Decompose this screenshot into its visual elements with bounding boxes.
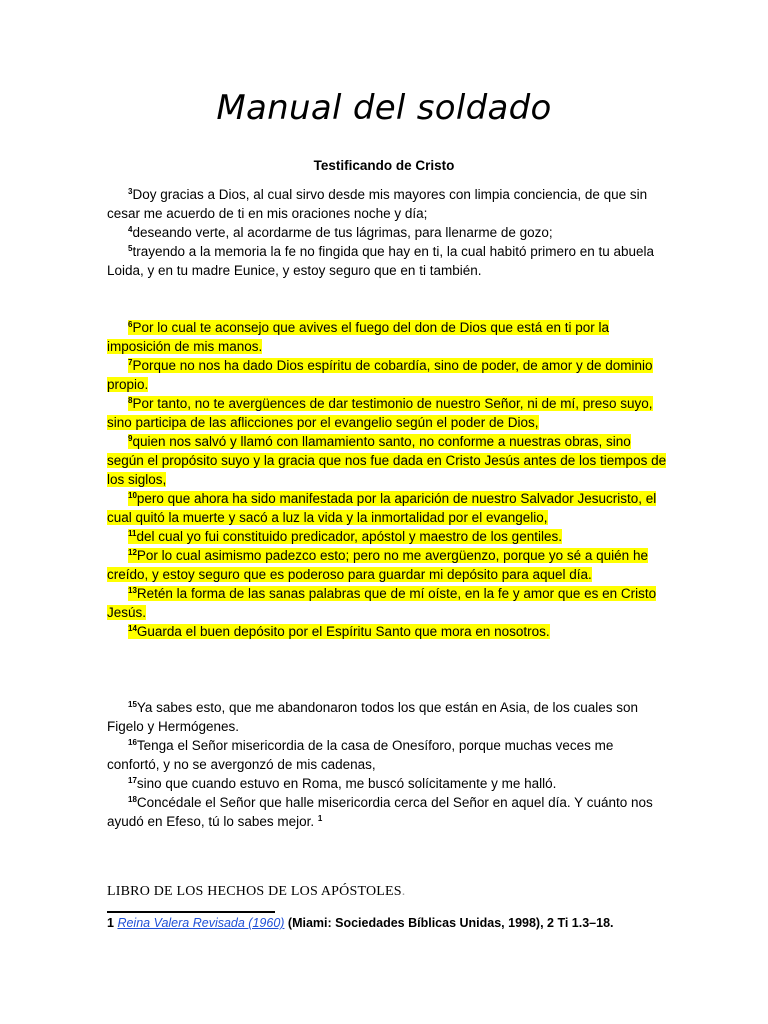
verse-number: 3 — [128, 187, 133, 196]
section-heading — [107, 884, 405, 900]
verse-text-wrap — [107, 548, 648, 582]
footnote-separator — [107, 911, 275, 913]
footnote-source-link[interactable]: Reina Valera Revisada (1960) — [117, 916, 285, 930]
verse-text: Porque no nos ha dado Dios espíritu de cobardía, sino de poder, de amor y de dominio propio. — [107, 358, 653, 392]
verse-text-wrap — [107, 244, 654, 278]
verse-number: 8 — [128, 396, 133, 405]
verse-text: Retén la forma de las sanas palabras que de mí oíste, en la fe y amor que es en Cristo Jesús. — [107, 586, 657, 620]
verse-number: 16 — [128, 738, 137, 747]
verse-text: Concédale el Señor que halle misericordia cerca del Señor en aquel día. Y cuánto nos ayudó en Efeso, tú lo sabes mejor. — [107, 795, 653, 829]
verse-paragraph — [107, 394, 667, 432]
verse-text-wrap — [128, 624, 550, 639]
verse-text-wrap — [107, 187, 647, 221]
verse-paragraph — [107, 242, 667, 280]
verse-text: quien nos salvó y llamó con llamamiento santo, no conforme a nuestras obras, sino según el propósito suyo y la gracia que nos fue dada en Cristo Jesús antes de los tiempos de los siglos, — [107, 434, 667, 487]
document-subtitle: Testificando de Cristo — [313, 158, 455, 173]
verse-number: 7 — [128, 358, 133, 367]
footnote-reference[interactable]: 1 — [317, 814, 323, 823]
verse-text: trayendo a la memoria la fe no fingida que hay en ti, la cual habitó primero en tu abuela Loida, y en tu madre Eunice, y estoy seguro que en ti también. — [107, 244, 655, 278]
verse-paragraph — [107, 318, 667, 356]
verse-text: Por lo cual asimismo padezco esto; pero no me avergüenzo, porque yo sé a quién he creído, y estoy seguro que es poderoso para guardar mi depósito para aquel día. — [107, 548, 648, 582]
verse-paragraph — [107, 185, 667, 223]
verse-number: 17 — [128, 776, 137, 785]
verse-paragraph — [107, 793, 667, 831]
verse-text-wrap — [107, 700, 638, 734]
verse-text: Por lo cual te aconsejo que avives el fuego del don de Dios que está en ti por la imposición de mis manos. — [107, 320, 610, 354]
verse-paragraph — [107, 584, 667, 622]
verse-text: Ya sabes esto, que me abandonaron todos los que están en Asia, de los cuales son Figelo y Hermógenes. — [107, 700, 639, 734]
verse-text: deseando verte, al acordarme de tus lágrimas, para llenarme de gozo; — [132, 225, 553, 240]
verse-number: 13 — [128, 586, 137, 595]
footnote-number: 1 — [107, 916, 114, 930]
verse-number: 4 — [128, 225, 133, 234]
verse-number: 9 — [128, 434, 133, 443]
verse-paragraph — [107, 546, 667, 584]
verse-number: 15 — [128, 700, 137, 709]
verse-number: 5 — [128, 244, 133, 253]
footnote — [107, 916, 614, 930]
verse-paragraph — [107, 432, 667, 489]
verse-number: 6 — [128, 320, 133, 329]
verse-paragraph — [107, 527, 667, 546]
verse-text: Tenga el Señor misericordia de la casa de Onesíforo, porque muchas veces me confortó, y no se avergonzó de mis cadenas, — [107, 738, 614, 772]
verse-paragraph — [107, 223, 667, 242]
verse-text: Doy gracias a Dios, al cual sirvo desde mis mayores con limpia conciencia, de que sin cesar me acuerdo de ti en mis oraciones noche y día; — [107, 187, 648, 221]
verse-text-wrap — [107, 358, 653, 392]
section-heading-dot: . — [401, 884, 406, 899]
verse-text-wrap — [128, 776, 556, 791]
verse-number: 18 — [128, 795, 137, 804]
verse-paragraph — [107, 736, 667, 774]
verse-paragraph — [107, 489, 667, 527]
verse-text-wrap — [107, 491, 656, 525]
verse-text-wrap — [107, 795, 653, 829]
verse-text: del cual yo fui constituido predicador, apóstol y maestro de los gentiles. — [136, 529, 562, 544]
verse-text-wrap — [107, 396, 653, 430]
verse-number: 12 — [128, 548, 137, 557]
verse-text: Por tanto, no te avergüences de dar testimonio de nuestro Señor, ni de mí, preso suyo, sino participa de las aflicciones por el evangelio según el poder de Dios, — [107, 396, 653, 430]
verse-text-wrap — [107, 738, 613, 772]
verse-number: 10 — [128, 491, 137, 500]
verse-text-wrap — [107, 434, 666, 487]
verse-paragraph — [107, 622, 667, 641]
verses-section-2-highlighted — [107, 318, 667, 641]
document-title: Manual del soldado — [216, 88, 552, 128]
verse-number: 14 — [128, 624, 137, 633]
verse-text-wrap — [107, 586, 656, 620]
verse-paragraph — [107, 698, 667, 736]
verse-text-wrap — [128, 225, 553, 240]
verse-text: sino que cuando estuvo en Roma, me buscó solícitamente y me halló. — [136, 776, 557, 791]
verses-section-1 — [107, 185, 667, 280]
verse-text-wrap — [107, 320, 609, 354]
footnote-citation: (Miami: Sociedades Bíblicas Unidas, 1998), 2 Ti 1.3–18. — [284, 916, 614, 930]
verse-text-wrap — [128, 529, 562, 544]
verse-paragraph — [107, 356, 667, 394]
verses-section-3 — [107, 698, 667, 831]
verse-number: 11 — [128, 529, 137, 538]
section-heading-text: LIBRO DE LOS HECHOS DE LOS APÓSTOLES — [107, 884, 402, 899]
verse-text: Guarda el buen depósito por el Espíritu Santo que mora en nosotros. — [136, 624, 550, 639]
verse-paragraph — [107, 774, 667, 793]
verse-text: pero que ahora ha sido manifestada por la aparición de nuestro Salvador Jesucristo, el cual quitó la muerte y sacó a luz la vida y la inmortalidad por el evangelio, — [107, 491, 657, 525]
